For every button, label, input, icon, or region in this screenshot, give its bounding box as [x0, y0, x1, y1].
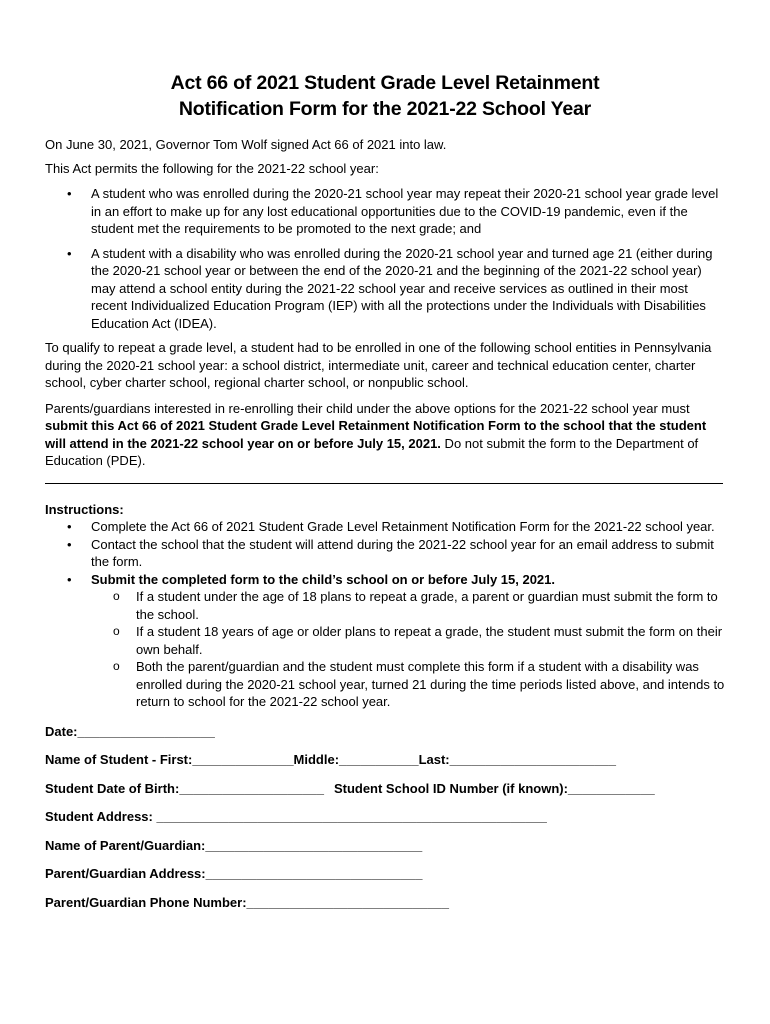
- form-fields: [45, 723, 725, 923]
- school-id-field[interactable]: Student School ID Number (if known):____________: [333, 780, 655, 796]
- dob-field[interactable]: Student Date of Birth:____________________: [45, 780, 324, 796]
- intro-permits: This Act permits the following for the 2021-22 school year:: [45, 160, 379, 176]
- parents-tail-text: Do not submit the form to the Department of Education (PDE).: [45, 435, 699, 468]
- student-name-field[interactable]: Name of Student - First:______________Middle:___________Last:_______________________: [45, 752, 616, 767]
- list-item: o Both the parent/guardian and the student must complete this form if a student with a disability was enrolled during the 2020-21 school year, turned 21 during the time periods listed above, and intends to return to school for the 2021-22 school year.: [45, 658, 725, 711]
- instructions-list: [45, 518, 725, 711]
- guardian-name-field[interactable]: Name of Parent/Guardian:______________________________: [45, 837, 423, 853]
- qualify-paragraph: To qualify to repeat a grade level, a student had to be enrolled in one of the following school entities in Pennsylvania during the 2020-21 school year: a school district, intermediate unit, career and technical education center, charter school, cyber charter school, regional charter school, or nonpublic school.: [45, 340, 712, 390]
- parents-text: Parents/guardians interested in re-enrolling their child under the above options for the 2021-22 school year must: [45, 400, 690, 416]
- date-field[interactable]: Date:___________________: [45, 723, 215, 739]
- list-item: [45, 571, 725, 711]
- sub-list: [91, 588, 725, 711]
- guardian-phone-field[interactable]: Parent/Guardian Phone Number:____________________________: [45, 894, 449, 910]
- parents-paragraph: [45, 400, 725, 470]
- divider: [45, 483, 723, 484]
- list-item: • A student with a disability who was enrolled during the 2020-21 school year and turned age 21 (either during the 2020-21 school year or between the end of the 2020-21 and the beginning of the 2021-22 school year) may attend a school entity during the 2021-22 school year and receive services as outlined in their most recent Individualized Education Program (IEP) with all the protections under the Individuals with Disabilities Education Act (IDEA).: [45, 245, 725, 333]
- list-item: • Contact the school that the student will attend during the 2021-22 school year for an email address to submit the form.: [45, 536, 725, 571]
- step-3-text: Submit the completed form to the child’s school on or before July 15, 2021.: [91, 571, 555, 587]
- student-address-field[interactable]: Student Address: ______________________________________________________: [45, 809, 547, 824]
- instructions-title: Instructions:: [45, 501, 124, 517]
- guardian-address-field[interactable]: Parent/Guardian Address:______________________________: [45, 866, 423, 881]
- title-line-2: Notification Form for the 2021-22 School Year: [178, 98, 592, 120]
- title-line-1: Act 66 of 2021 Student Grade Level Retainment: [170, 72, 600, 94]
- form-page: [45, 70, 725, 922]
- list-item: o If a student under the age of 18 plans to repeat a grade, a parent or guardian must submit the form to the school.: [45, 588, 725, 623]
- intro-signed: On June 30, 2021, Governor Tom Wolf signed Act 66 of 2021 into law.: [45, 137, 447, 152]
- parents-bold-text: submit this Act 66 of 2021 Student Grade Level Retainment Notification Form to the school that the student will attend in the 2021-22 school year on or before July 15, 2021.: [45, 418, 707, 451]
- page-title: [45, 70, 725, 122]
- list-item: • A student who was enrolled during the 2020-21 school year may repeat their 2020-21 school year grade level in an effort to make up for any lost educational opportunities due to the COVID-19 pandemic, even if the student met the requirements to be promoted to the next grade; and: [45, 185, 725, 238]
- dob-id-row: [45, 780, 725, 809]
- list-item: o If a student 18 years of age or older plans to repeat a grade, the student must submit the form on their own behalf.: [45, 623, 725, 658]
- list-item: • Complete the Act 66 of 2021 Student Grade Level Retainment Notification Form for the 2021-22 school year.: [45, 518, 725, 536]
- permits-list: [45, 185, 725, 332]
